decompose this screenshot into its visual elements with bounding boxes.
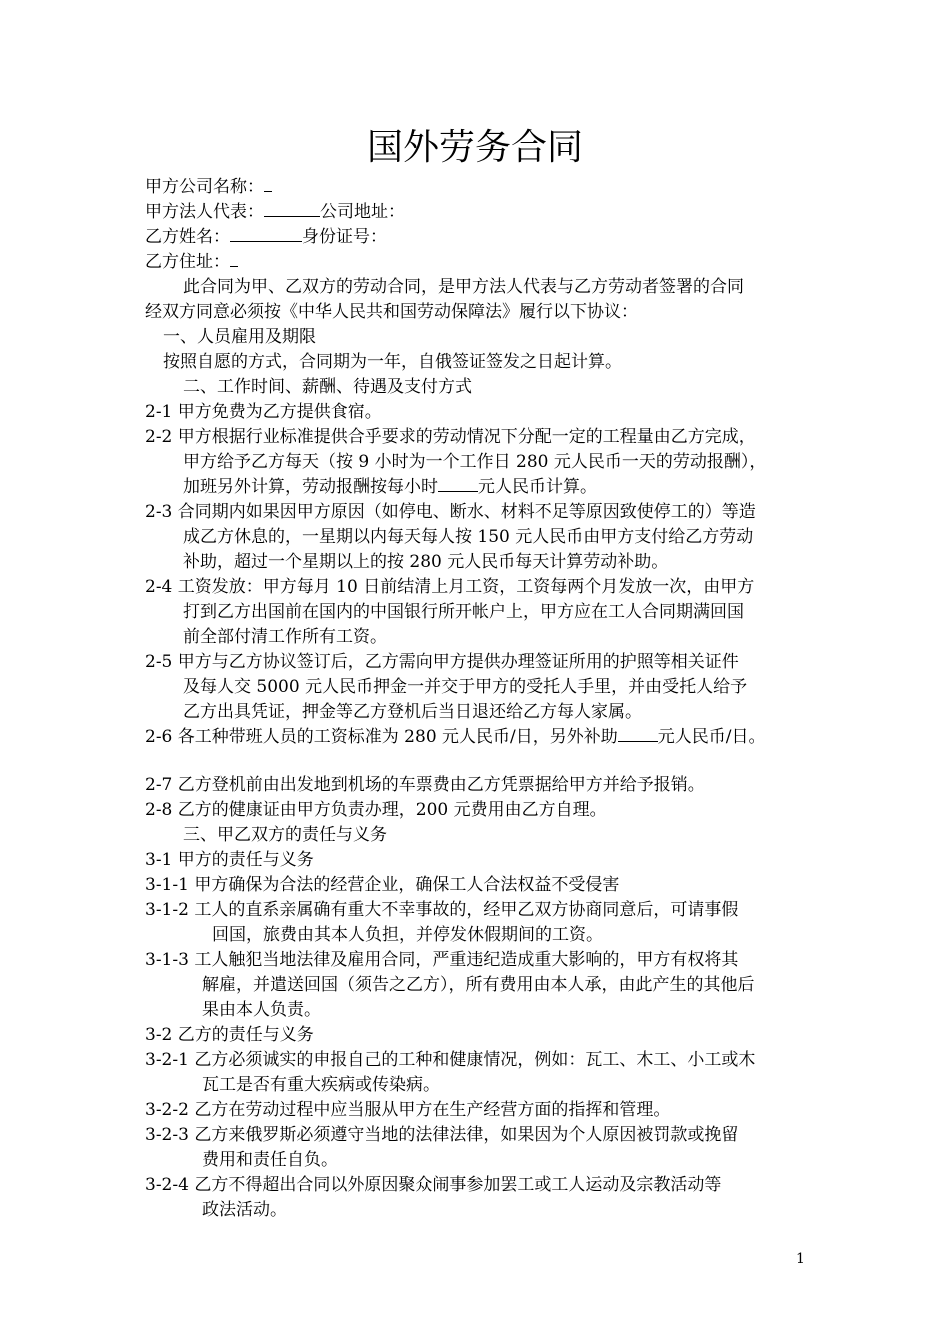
- clause-2-3-line-2: 成乙方休息的，一星期以内每天每人按 150 元人民币由甲方支付给乙方劳动: [183, 527, 754, 547]
- party-a-company-line: 甲方公司名称：: [145, 176, 272, 198]
- clause-3-2-4-line-1: 3-2-4 乙方不得超出合同以外原因聚众闹事参加罢工或工人运动及宗教活动等: [145, 1175, 722, 1195]
- blank-underline: [230, 226, 302, 242]
- blank-underline: [264, 176, 272, 192]
- blank-underline: [264, 201, 320, 217]
- section-1-text: 按照自愿的方式，合同期为一年，自俄签证签发之日起计算。: [163, 352, 622, 372]
- intro-line-1: 此合同为甲、乙双方的劳动合同，是甲方法人代表与乙方劳动者签署的合同: [183, 277, 744, 297]
- clause-3-2-1-line-2: 瓦工是否有重大疾病或传染病。: [202, 1075, 440, 1095]
- clause-2-2-line-2: 甲方给予乙方每天（按 9 小时为一个工作日 280 元人民币一天的劳动报酬），: [183, 452, 767, 472]
- document-title: 国外劳务合同: [366, 127, 583, 168]
- clause-3-1-2-line-2: 回国，旅费由其本人负担，并停发休假期间的工资。: [212, 925, 603, 945]
- clause-2-5-line-1: 2-5 甲方与乙方协议签订后，乙方需向甲方提供办理签证所用的护照等相关证件: [145, 652, 739, 672]
- clause-2-8: 2-8 乙方的健康证由甲方负责办理，200 元费用由乙方自理。: [145, 800, 607, 820]
- clause-2-6: 2-6 各工种带班人员的工资标准为 280 元人民币/日，另外补助 元人民币/日。: [145, 727, 766, 747]
- page-number: 1: [796, 1251, 805, 1267]
- intro-line-2: 经双方同意必须按《中华人民共和国劳动保障法》履行以下协议：: [145, 302, 638, 322]
- clause-2-2-line-3: 加班另外计算，劳动报酬按每小时 元人民币计算。: [183, 477, 597, 497]
- clause-3-2-4-line-2: 政法活动。: [202, 1200, 287, 1220]
- clause-2-1: 2-1 甲方免费为乙方提供食宿。: [145, 402, 382, 422]
- clause-3-1-1: 3-1-1 甲方确保为合法的经营企业，确保工人合法权益不受侵害: [145, 875, 620, 895]
- clause-2-7: 2-7 乙方登机前由出发地到机场的车票费由乙方凭票据给甲方并给予报销。: [145, 775, 705, 795]
- section-1-heading: 一、人员雇用及期限: [163, 327, 316, 347]
- clause-2-4-line-1: 2-4 工资发放：甲方每月 10 日前结清上月工资，工资每两个月发放一次，由甲方: [145, 577, 755, 597]
- clause-3-1-3-line-3: 果由本人负责。: [202, 1000, 321, 1020]
- clause-3-1-3-line-1: 3-1-3 工人触犯当地法律及雇用合同，严重违纪造成重大影响的，甲方有权将其: [145, 950, 739, 970]
- clause-2-5-line-2: 及每人交 5000 元人民币押金一并交于甲方的受托人手里，并由受托人给予: [183, 677, 748, 697]
- blank-underline: [230, 251, 238, 267]
- party-a-representative-line: 甲方法人代表： 公司地址：: [145, 202, 405, 222]
- clause-2-3-line-3: 补助，超过一个星期以上的按 280 元人民币每天计算劳动补助。: [183, 552, 669, 572]
- clause-3-2-1-line-1: 3-2-1 乙方必须诚实的申报自己的工种和健康情况，例如：瓦工、木工、小工或木: [145, 1050, 756, 1070]
- party-b-name-line: 乙方姓名： 身份证号：: [145, 227, 387, 247]
- clause-3-1-3-line-2: 解雇，并遣送回国（须告之乙方），所有费用由本人承，由此产生的其他后: [202, 975, 755, 995]
- clause-3-2-3-line-1: 3-2-3 乙方来俄罗斯必须遵守当地的法律法律，如果因为个人原因被罚款或挽留: [145, 1125, 739, 1145]
- clause-2-4-line-3: 前全部付清工作所有工资。: [183, 627, 387, 647]
- clause-3-2: 3-2 乙方的责任与义务: [145, 1025, 314, 1045]
- party-b-address-line: 乙方住址：: [145, 251, 238, 273]
- blank-underline: [618, 726, 658, 742]
- section-3-heading: 三、甲乙双方的责任与义务: [183, 825, 387, 845]
- clause-3-1: 3-1 甲方的责任与义务: [145, 850, 314, 870]
- clause-3-1-2-line-1: 3-1-2 工人的直系亲属确有重大不幸事故的，经甲乙双方协商同意后，可请事假: [145, 900, 739, 920]
- section-2-heading: 二、工作时间、薪酬、待遇及支付方式: [183, 377, 472, 397]
- clause-2-5-line-3: 乙方出具凭证，押金等乙方登机后当日退还给乙方每人家属。: [183, 702, 642, 722]
- clause-3-2-3-line-2: 费用和责任自负。: [202, 1150, 338, 1170]
- clause-2-2-line-1: 2-2 甲方根据行业标准提供合乎要求的劳动情况下分配一定的工程量由乙方完成，: [145, 427, 756, 447]
- clause-2-4-line-2: 打到乙方出国前在国内的中国银行所开帐户上，甲方应在工人合同期满回国: [183, 602, 744, 622]
- clause-2-3-line-1: 2-3 合同期内如果因甲方原因（如停电、断水、材料不足等原因致使停工的）等造: [145, 502, 756, 522]
- blank-underline: [438, 476, 478, 492]
- clause-3-2-2: 3-2-2 乙方在劳动过程中应当服从甲方在生产经营方面的指挥和管理。: [145, 1100, 671, 1120]
